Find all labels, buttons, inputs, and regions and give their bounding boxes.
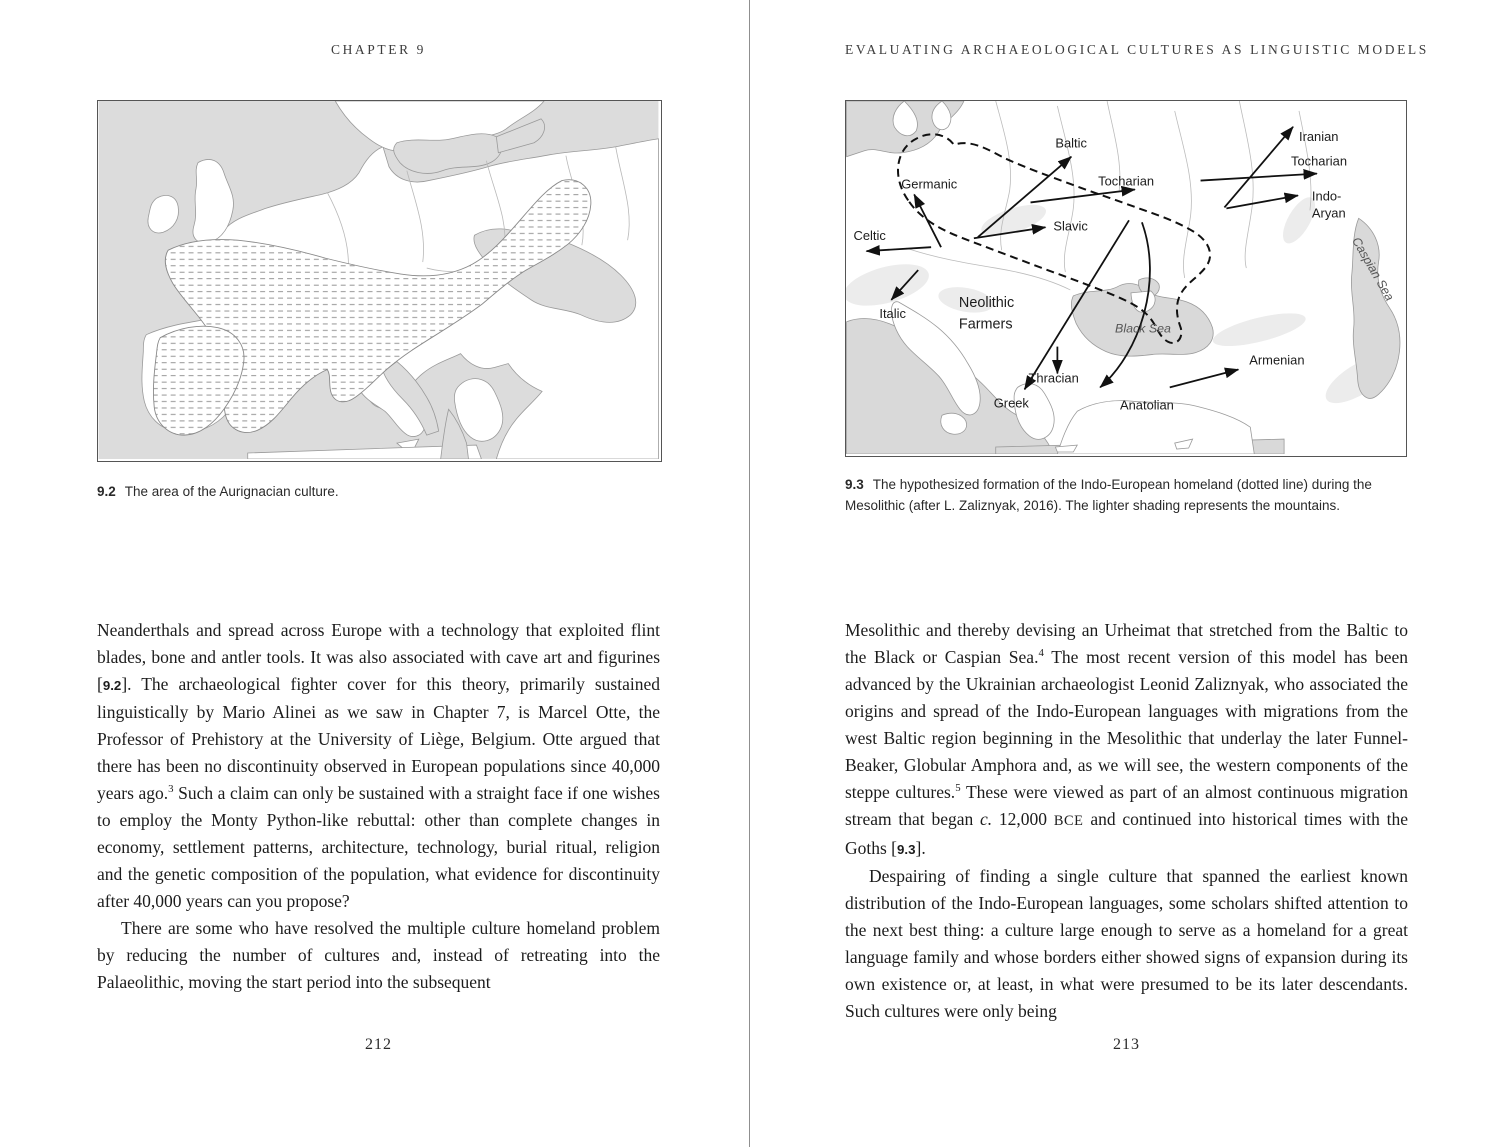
left-body-text bbox=[97, 617, 660, 996]
label-indo-aryan-1: Indo- bbox=[1311, 188, 1342, 204]
label-tocharian-right: Tocharian bbox=[1291, 153, 1348, 169]
figure-9-2-caption bbox=[97, 481, 660, 502]
label-tocharian-mid: Tocharian bbox=[1098, 173, 1155, 189]
label-neolithic-1: Neolithic bbox=[958, 294, 1015, 311]
label-greek: Greek bbox=[993, 395, 1029, 411]
right-body-text bbox=[845, 617, 1408, 1025]
label-iranian: Iranian bbox=[1299, 128, 1339, 144]
label-armenian: Armenian bbox=[1249, 352, 1305, 368]
figure-9-2-caption-number: 9.2 bbox=[97, 484, 116, 499]
right-paragraph-1: Mesolithic and thereby devising an Urheimat that stretched from the Baltic to the Black or Caspian Sea.$^4$ The most recent version of this model has been advanced by the Ukrainian archaeologist Leonid Zaliznyak, who associated the origins and spread of the Indo-European languages with migrations from the west Baltic region beginning in the Mesolithic that underlay the later Funnel-Beaker, Globular Amphora and, as we will see, the western components of the steppe cultures.$^5$ These were viewed as part of an almost continuous migration stream that began c. 12,000 BCE and continued into historical times with the Goths [9.3]. bbox=[845, 620, 1408, 858]
figure-9-3-map bbox=[845, 100, 1407, 457]
figure-9-3-caption-number: 9.3 bbox=[845, 477, 864, 492]
right-page-number: 213 bbox=[1113, 1036, 1140, 1053]
label-celtic: Celtic bbox=[853, 228, 886, 244]
label-thracian: Thracian bbox=[1028, 370, 1079, 386]
left-paragraph-2: There are some who have resolved the multiple culture homeland problem by reducing the number of cultures and, instead of retreating into the Palaeolithic, moving the start period into the subsequent bbox=[97, 918, 660, 992]
page-gutter-divider bbox=[749, 0, 750, 1147]
right-running-head: EVALUATING ARCHAEOLOGICAL CULTURES AS LINGUISTIC MODELS bbox=[845, 42, 1429, 57]
label-baltic: Baltic bbox=[1055, 135, 1087, 151]
left-running-head: CHAPTER 9 bbox=[330, 42, 427, 57]
figure-9-3-caption bbox=[845, 474, 1405, 516]
label-anatolian: Anatolian bbox=[1120, 397, 1174, 413]
left-page-number: 212 bbox=[365, 1036, 392, 1053]
label-caspian-sea: Caspian Sea bbox=[1349, 234, 1397, 304]
left-paragraph-1: Neanderthals and spread across Europe with a technology that exploited flint blades, bone and antler tools. It was also associated with cave art and figurines [9.2]. The archaeological fighter cover for this theory, primarily sustained linguistically by Mario Alinei as we saw in Chapter 7, is Marcel Otte, the Professor of Prehistory at the University of Liège, Belgium. Otte argued that there has been no discontinuity observed in European populations since 40,000 years ago.$^3$ Such a claim can only be sustained with a straight face if one wishes to employ the Monty Python-like rebuttal: other than complete changes in economy, settlement patterns, architecture, technology, burial ritual, religion and the genetic composition of the population, what evidence for discontinuity after 40,000 years can you propose? bbox=[97, 620, 660, 911]
label-neolithic-2: Farmers bbox=[958, 316, 1013, 333]
label-slavic: Slavic bbox=[1053, 218, 1088, 234]
figure-9-2-caption-text: The area of the Aurignacian culture. bbox=[124, 484, 339, 499]
right-paragraph-2: Despairing of finding a single culture that spanned the earliest known distribution of the Indo-European languages, some scholars shifted attention to the next best thing: a culture large enough to serve as a homeland for a great language family and whose borders either showed signs of expansion during its own existence or, at least, in what were presumed to be its later descendants. Such cultures were only being bbox=[845, 866, 1408, 1021]
homeland-map-svg bbox=[846, 101, 1404, 454]
label-indo-aryan-2: Aryan bbox=[1311, 205, 1346, 221]
label-germanic: Germanic bbox=[901, 176, 958, 192]
figure-9-3-caption-text: The hypothesized formation of the Indo-European homeland (dotted line) during the Mesolithic (after L. Zaliznyak, 2016). The lighter shading represents the mountains. bbox=[845, 477, 1372, 513]
label-italic: Italic bbox=[879, 305, 906, 321]
aurignacian-map-svg bbox=[98, 101, 659, 459]
figure-9-2-map bbox=[97, 100, 662, 462]
label-black-sea: Black Sea bbox=[1115, 321, 1171, 336]
